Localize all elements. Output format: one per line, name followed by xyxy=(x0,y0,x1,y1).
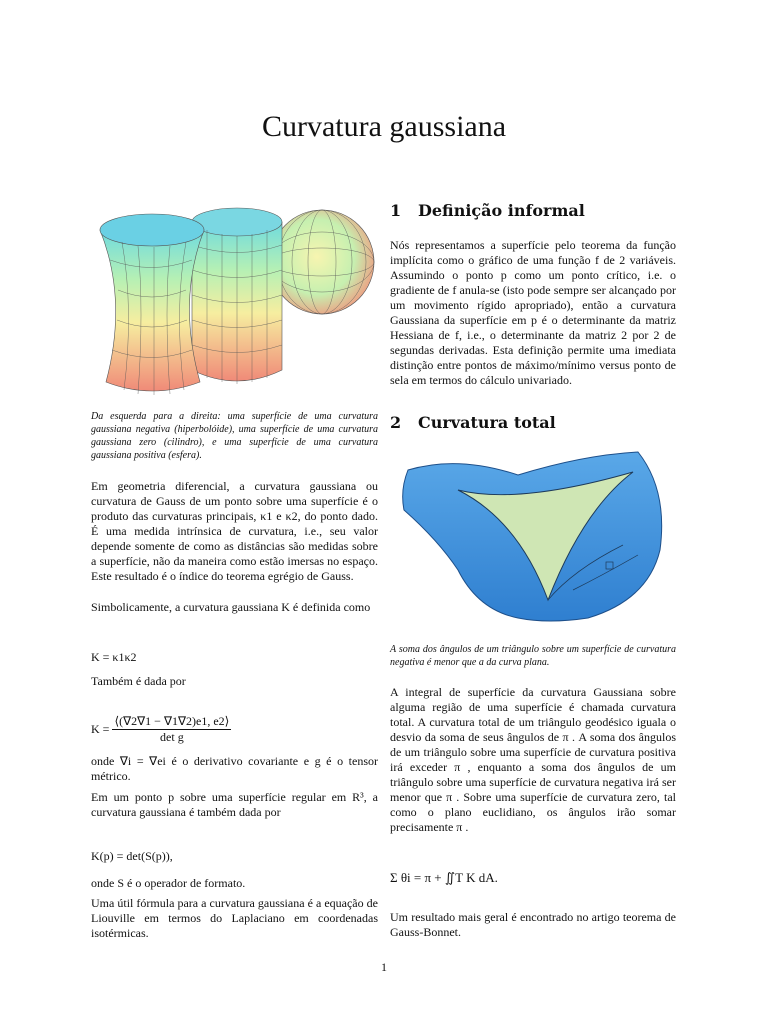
left-paragraph-4: onde ∇i = ∇ei é o derivativo covariante e g é o tensor métrico. xyxy=(91,754,378,783)
left-paragraph-7: Uma útil fórmula para a curvatura gaussiana é a equação de Liouville em termos do Laplaciano em coordenadas isotérmicas. xyxy=(91,896,378,940)
page-number: 1 xyxy=(381,960,387,974)
surfaces-figure xyxy=(92,200,382,400)
section-1-paragraph: Nós representamos a superfície pelo teorema da função implícita como o gráfico de uma função f de 2 variáveis. Assumindo o ponto p como um ponto crítico, i.e. o gradiente de f anula-se (isto pode sempre ser alcançado por um movimento rígido apropriado), então a curvatura Gaussiana da superfície em p é o determinante da matriz Hessiana de f, i.e., o determinante da matriz 2 por 2 de segundas derivadas. Esta definição permite uma imediata distinção entre pontos de máximo/mínimo versus ponto de sela em termos do cálculo univariado. xyxy=(390,238,676,387)
left-paragraph-5: Em um ponto p sobre uma superfície regular em R³, a curvatura gaussiana é também dada por xyxy=(91,790,378,819)
figure1-caption: Da esquerda para a direita: uma superfície de uma curvatura gaussiana negativa (hiperbolóide), uma superfície de uma curvatura gaussiana zero (cilindro), e uma superfície de uma curvatura gaussiana positiva (esfera). xyxy=(91,411,378,461)
section-1-title: Definição informal xyxy=(418,201,585,220)
left-paragraph-6: onde S é o operador de formato. xyxy=(91,876,246,890)
section-2-title: Curvatura total xyxy=(418,413,556,432)
formula-k-det: K(p) = det(S(p)), xyxy=(91,849,173,863)
section-2-number: 2 xyxy=(390,413,402,432)
left-paragraph-3: Também é dada por xyxy=(91,674,186,688)
section-1-number: 1 xyxy=(390,201,402,220)
formula-k-fraction: K = $\frac{⟨(\nabla 2\nabla 1 - \nabla 1\nabla 2)e1, e2⟩}{\text{det g}}$ xyxy=(91,714,230,744)
formula-k-product: K = κ1κ2 xyxy=(91,650,137,664)
page-title: Curvatura gaussiana xyxy=(261,110,507,143)
section-2-paragraph: A integral de superfície da curvatura Gaussiana sobre alguma região de uma superfície é chamada curvatura total. A curvatura total de um triângulo geodésico iguala o desvio da soma de seus ângulos de π . A soma dos ângulos de um triângulo sobre uma superfície de curvatura positiva irá exceder π , enquanto a soma dos ângulos de um triângulo sobre uma superfície de curvatura negativa irá ser menor que π . Sobre uma superfície de curvatura zero, tal como o plano euclidiano, os ângulos irão somar precisamente π . xyxy=(390,685,676,834)
formula-total-curvature: Σ θi = π + ∬T K dA. xyxy=(390,870,498,885)
left-paragraph-1: Em geometria diferencial, a curvatura gaussiana ou curvatura de Gauss de um ponto sobre uma superfície é o produto das curvaturas principais, κ1 e κ2, do ponto dado. É uma medida intrínsica de curvatura, i.e., seu valor depende somente de como as distâncias são medidas sobre a superfície, não da maneira como estão imersas no espaço. Este resultado é o índice do teorema egrégio de Gauss. xyxy=(91,479,378,583)
left-paragraph-2: Simbolicamente, a curvatura gaussiana K é definida como xyxy=(91,600,371,614)
figure2-caption: A soma dos ângulos de um triângulo sobre um superfície de curvatura negativa é menor que a da curva plana. xyxy=(390,644,676,668)
section-1-heading xyxy=(390,201,585,220)
saddle-figure xyxy=(398,450,673,625)
section-2-heading xyxy=(390,413,556,432)
section-2-paragraph-2: Um resultado mais geral é encontrado no artigo teorema de Gauss-Bonnet. xyxy=(390,910,676,939)
fraction-denominator: det g xyxy=(160,730,184,744)
fraction-numerator: ⟨(∇2∇1 − ∇1∇2)e1, e2⟩ xyxy=(114,714,230,728)
